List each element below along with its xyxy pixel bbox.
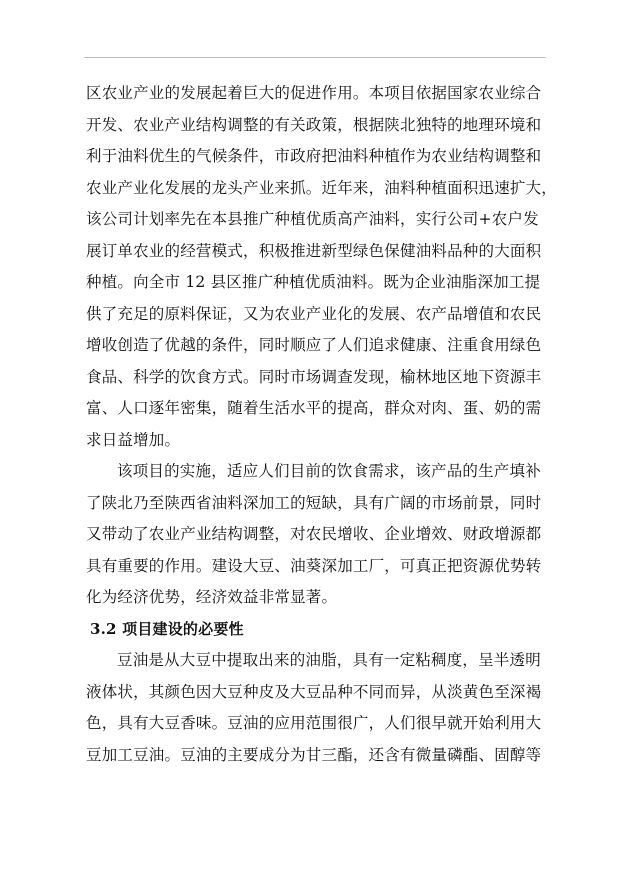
text-line: 色，具有大豆香味。豆油的应用范围很广，人们很早就开始利用大 <box>86 714 542 732</box>
text-line: 液体状，其颜色因大豆种皮及大豆品种不同而异，从淡黄色至深褐 <box>86 682 542 701</box>
text-line: 展订单农业的经营模式，积极推进新型绿色保健油料品种的大面积 <box>86 241 542 260</box>
text-line: 供了充足的原料保证，又为农业产业化的发展、农产品增值和农民 <box>86 304 542 323</box>
text-line: 开发、农业产业结构调整的有关政策，根据陕北独特的地理环境和 <box>86 115 542 134</box>
text-line: 农业产业化发展的龙头产业来抓。近年来，油料种植面积迅速扩大， <box>86 178 558 197</box>
section-heading: 3.2 项目建设的必要性 <box>90 619 244 638</box>
text-line: 种植。向全市 12 县区推广种植优质油料。既为企业油脂深加工提 <box>86 273 541 291</box>
text-line: 求日益增加。 <box>86 430 181 449</box>
text-line: 又带动了农业产业结构调整，对农民增收、企业增效、财政增源都 <box>86 525 542 543</box>
text-line: 豆油是从大豆中提取出来的油脂，具有一定粘稠度，呈半透明 <box>117 651 541 669</box>
text-line: 利于油料优生的气候条件，市政府把油料种植作为农业结构调整和 <box>86 147 542 165</box>
text-line: 该项目的实施，适应人们目前的饮食需求，该产品的生产填补 <box>117 462 541 480</box>
text-line: 了陕北乃至陕西省油料深加工的短缺，具有广阔的市场前景，同时 <box>86 493 542 512</box>
text-line: 区农业产业的发展起着巨大的促进作用。本项目依据国家农业综合 <box>86 84 542 102</box>
text-line: 该公司计划率先在本县推广种植优质高产油料，实行公司+农户发 <box>86 210 539 228</box>
paragraph <box>86 645 548 771</box>
text-line: 食品、科学的饮食方式。同时市场调查发现，榆林地区地下资源丰 <box>86 367 542 386</box>
paragraph <box>86 456 548 614</box>
text-line: 豆加工豆油。豆油的主要成分为甘三酯，还含有微量磷酯、固醇等 <box>86 745 542 764</box>
document-body <box>86 78 558 771</box>
text-line: 增收创造了优越的条件，同时顺应了人们追求健康、注重食用绿色 <box>86 336 542 354</box>
header-rule <box>84 57 546 58</box>
text-line: 具有重要的作用。建设大豆、油葵深加工厂，可真正把资源优势转 <box>86 556 542 575</box>
paragraph <box>86 78 558 456</box>
text-line: 化为经济优势，经济效益非常显著。 <box>86 588 338 606</box>
text-line: 富、人口逐年密集，随着生活水平的提高，群众对肉、蛋、奶的需 <box>86 399 542 417</box>
